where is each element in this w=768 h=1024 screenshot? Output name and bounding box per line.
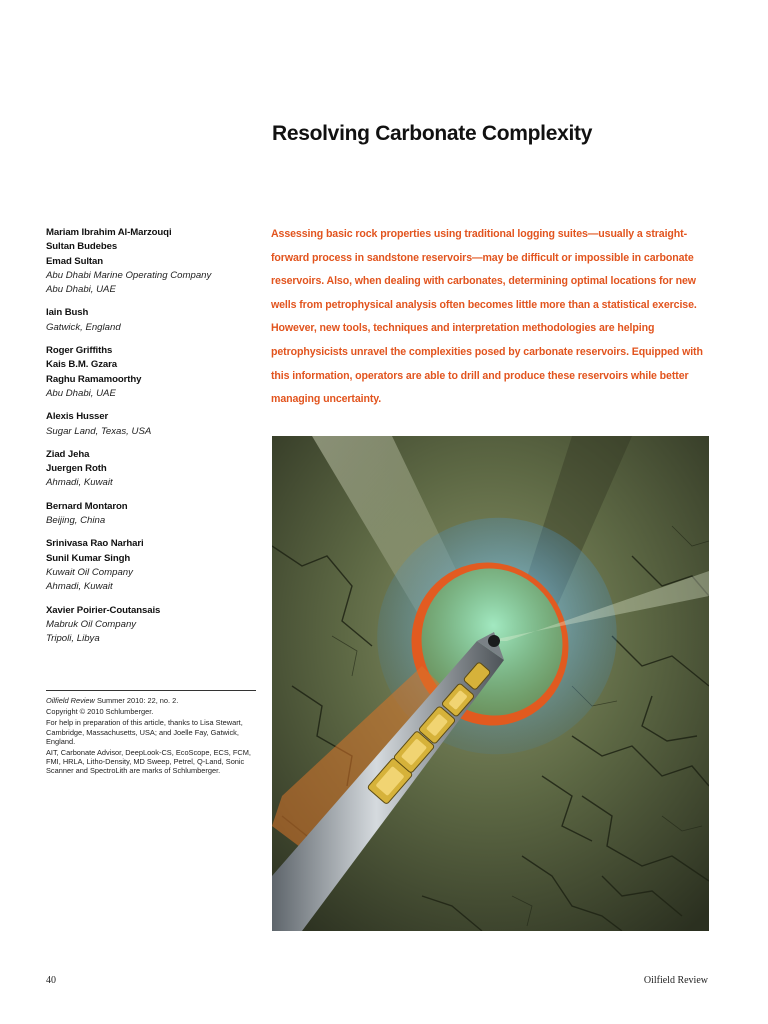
author-name: Xavier Poirier-Coutansais bbox=[46, 604, 161, 616]
issue-info: Summer 2010: 22, no. 2. bbox=[94, 696, 179, 705]
author-group bbox=[46, 500, 266, 529]
author-affiliation: Abu Dhabi, UAE bbox=[46, 284, 116, 296]
copyright-line: Copyright © 2010 Schlumberger. bbox=[46, 707, 154, 717]
author-name: Mariam Ibrahim Al-Marzouqi bbox=[46, 227, 172, 238]
author-affiliation: Beijing, China bbox=[46, 515, 106, 527]
author-affiliation: Kuwait Oil Company bbox=[46, 566, 133, 578]
author-group bbox=[46, 448, 266, 491]
author-name: Alexis Husser bbox=[46, 411, 109, 423]
author-group bbox=[46, 226, 266, 297]
article-title: Resolving Carbonate Complexity bbox=[272, 122, 593, 145]
author-group bbox=[46, 537, 266, 594]
author-affiliation: Ahmadi, Kuwait bbox=[46, 581, 113, 593]
trademarks-note: AIT, Carbonate Advisor, DeepLook-CS, EcoScope, ECS, FCM, FMI, HRLA, Litho-Density, MD Sweep, Petrel, Q-Land, Sonic Scanner and SpectroLith are marks of Schlumberger. bbox=[46, 748, 251, 776]
author-affiliation: Tripoli, Libya bbox=[46, 633, 100, 645]
author-group bbox=[46, 306, 266, 335]
journal-running-footer: Oilfield Review bbox=[643, 975, 708, 986]
author-name: Raghu Ramamoorthy bbox=[46, 373, 142, 385]
author-name: Bernard Montaron bbox=[46, 500, 128, 512]
author-list bbox=[46, 226, 266, 655]
author-name: Sultan Budebes bbox=[46, 241, 118, 253]
author-name: Iain Bush bbox=[46, 307, 89, 319]
author-group bbox=[46, 344, 266, 401]
author-affiliation: Sugar Land, Texas, USA bbox=[46, 425, 152, 437]
author-affiliation: Gatwick, England bbox=[46, 321, 121, 333]
author-name: Srinivasa Rao Narhari bbox=[46, 538, 144, 550]
author-group bbox=[46, 410, 266, 439]
author-affiliation: Ahmadi, Kuwait bbox=[46, 477, 113, 489]
acknowledgments: For help in preparation of this article, thanks to Lisa Stewart, Cambridge, Massachusetts, USA; and Joelle Fay, Gatwick, England. bbox=[46, 718, 243, 746]
article-footnote bbox=[46, 690, 256, 778]
author-name: Sunil Kumar Singh bbox=[46, 552, 131, 564]
author-name: Ziad Jeha bbox=[46, 448, 90, 460]
author-affiliation: Mabruk Oil Company bbox=[46, 618, 137, 630]
logging-tool-illustration bbox=[272, 436, 709, 931]
citation-line bbox=[46, 696, 256, 705]
author-name: Roger Griffiths bbox=[46, 345, 113, 357]
author-name: Kais B.M. Gzara bbox=[46, 359, 118, 371]
borehole-illustration bbox=[272, 436, 709, 931]
author-name: Emad Sultan bbox=[46, 255, 104, 267]
article-abstract: Assessing basic rock properties using traditional logging suites—usually a straight-forward process in sandstone reservoirs—may be difficult or impossible in carbonate reservoirs. Also, when dealing with carbonates, determining optimal locations for new wells from petrophysical analysis often becomes little more than a statistical exercise. However, new tools, techniques and interpretation methodologies are helping petrophysicists unravel the complexities posed by carbonate reservoirs. Equipped with this information, operators are able to drill and produce these reservoirs while better managing uncertainty. bbox=[271, 228, 703, 406]
author-affiliation: Abu Dhabi, UAE bbox=[46, 387, 116, 399]
journal-name: Oilfield Review bbox=[46, 696, 95, 705]
page-number: 40 bbox=[46, 975, 56, 986]
author-group bbox=[46, 604, 266, 647]
author-name: Juergen Roth bbox=[46, 463, 107, 475]
author-affiliation: Abu Dhabi Marine Operating Company bbox=[46, 269, 212, 281]
